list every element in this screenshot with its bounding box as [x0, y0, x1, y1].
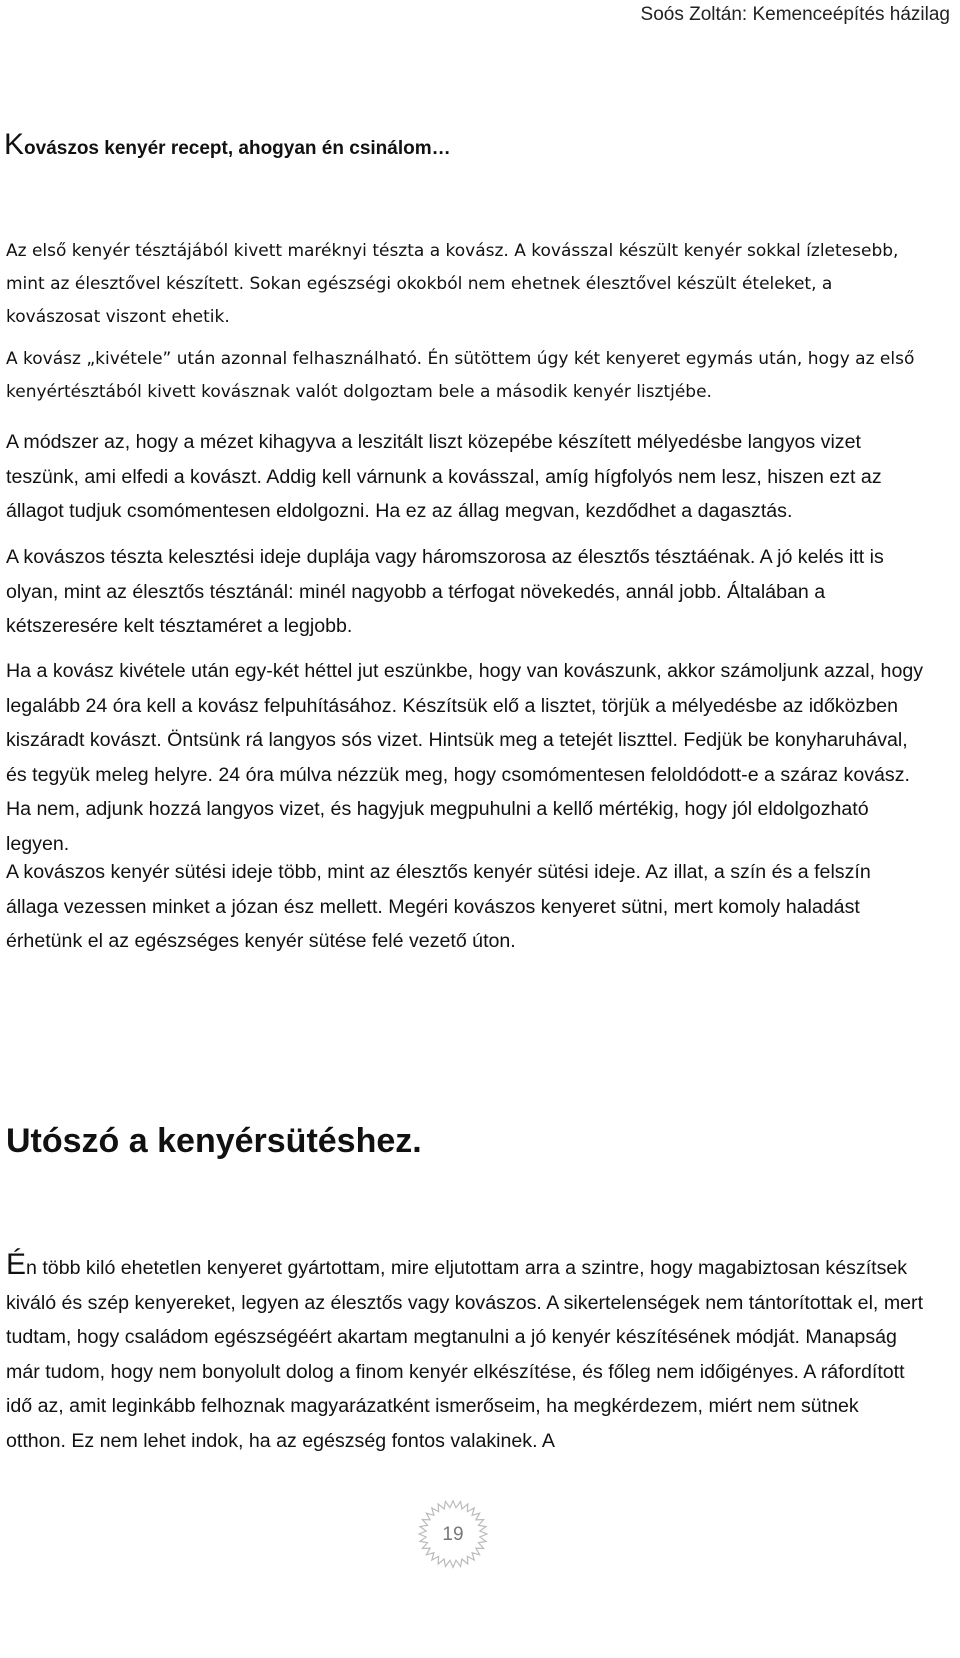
afterword-paragraph — [6, 1250, 924, 1458]
recipe-heading-initial: K — [4, 128, 25, 161]
paragraph-4: A kovászos tészta kelesztési ideje duplája vagy háromszorosa az élesztős tésztáénak. A jó kelés itt is olyan, mint az élesztős tésztánál: minél nagyobb a térfogat növekedés, annál jobb. Általában a kétszeresére kelt tésztaméret a legjobb. — [6, 546, 884, 637]
afterword-text: n több kiló ehetetlen kenyeret gyártottam, mire eljutottam arra a szintre, hogy magabiztosan készítsek kiváló és szép kenyereket, legyen az élesztős vagy kovászos. A sikertelenségek nem tántorítottak el, mert tudtam, hogy családom egészségéért akartam megtanulni a jó kenyér készítésének módját. Manapság már tudom, hogy nem bonyolult dolog a finom kenyér elkészítése, és főleg nem időigényes. A ráfordított idő az, amit leginkább felhoznak magyarázatként ismerőseim, ha megkérdezem, miért nem sütnek otthon. Ez nem lehet indok, ha az egészség fontos valakinek. A — [6, 1257, 924, 1452]
recipe-heading-text: ovászos kenyér recept, ahogyan én csinálom… — [24, 138, 451, 159]
page-number: 19 — [442, 1524, 464, 1545]
running-header: Soós Zoltán: Kemenceépítés házilag — [640, 4, 950, 25]
paragraph-3: A módszer az, hogy a mézet kihagyva a leszitált liszt közepébe készített mélyedésbe langyos vizet teszünk, ami elfedi a kovászt. Addig kell várnunk a kovásszal, amíg hígfolyós nem lesz, hiszen ezt az állagot tudjuk csomómentesen eldolgozni. Ha ez az állag megvan, kezdődhet a dagasztás. — [6, 431, 882, 522]
paragraph-5: Ha a kovász kivétele után egy-két héttel jut eszünkbe, hogy van kovászunk, akkor számoljunk azzal, hogy legalább 24 óra kell a kovász felpuhításához. Készítsük elő a lisztet, törjük a mélyedésbe az időközben kiszáradt kovászt. Öntsünk rá langyos sós vizet. Hintsük meg a tetejét liszttel. Fedjük be konyharuhával, és tegyük meleg helyre. 24 óra múlva nézzük meg, hogy csomómentesen feloldódott-e a száraz kovász. Ha nem, adjunk hozzá langyos vizet, és hagyjuk megpuhulni a kellő mértékig, hogy jól eldolgozható legyen. — [6, 660, 924, 855]
page-number-badge — [405, 1498, 501, 1570]
paragraph-1: Az első kenyér tésztájából kivett maréknyi tészta a kovász. A kovásszal készült kenyér sokkal ízletesebb, mint az élesztővel készített. Sokan egészségi okokból nem ehetnek élesztővel készült ételeket, a kovászosat viszont ehetik. — [6, 241, 899, 327]
recipe-heading — [4, 128, 451, 162]
afterword-dropcap: É — [6, 1248, 27, 1281]
afterword-heading: Utószó a kenyérsütéshez. — [6, 1122, 422, 1160]
paragraph-2: A kovász „kivétele” után azonnal felhasználható. Én sütöttem úgy két kenyeret egymás után, hogy az első kenyértésztából kivett kovásznak valót dolgoztam bele a második kenyér lisztjébe. — [6, 349, 915, 402]
paragraph-6: A kovászos kenyér sütési ideje több, mint az élesztős kenyér sütési ideje. Az illat, a szín és a felszín állaga vezessen minket a józan ész mellett. Megéri kovászos kenyeret sütni, mert komoly haladást érhetünk el az egészséges kenyér sütése felé vezető úton. — [6, 861, 871, 952]
